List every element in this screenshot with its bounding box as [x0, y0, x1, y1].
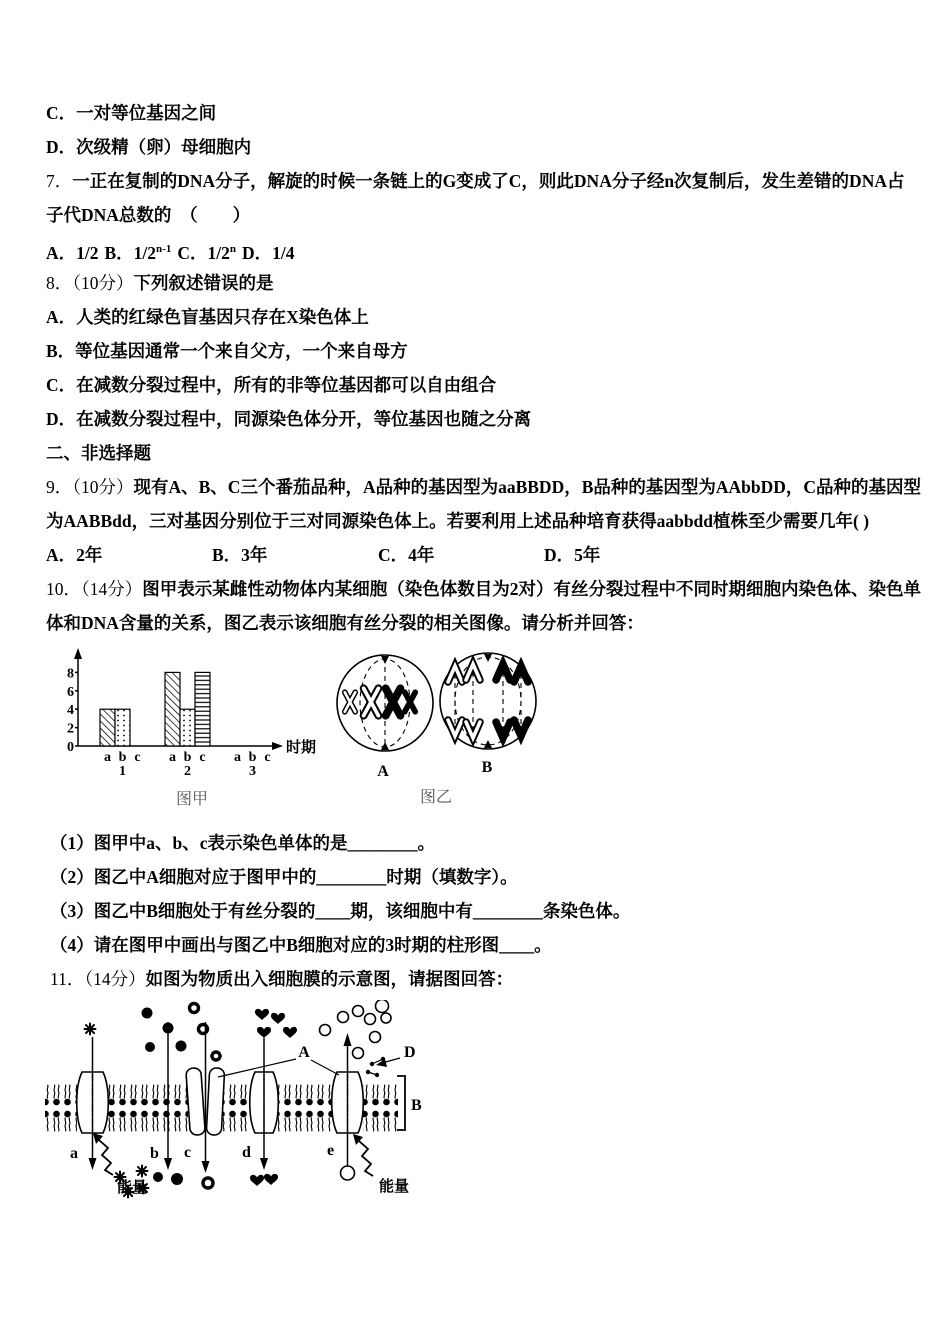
open-solute	[320, 1025, 331, 1036]
x-group-label: 2	[184, 764, 191, 779]
spindle-pole-bottom	[484, 740, 492, 748]
glyco-dot	[375, 1073, 379, 1077]
q6-option-d: D．次级精（卵）母细胞内	[46, 137, 252, 157]
arrow-down	[202, 1161, 210, 1173]
q10-number: 10．（14分）	[46, 579, 143, 599]
cell-b-anaphase	[440, 653, 536, 776]
open-solute	[353, 1006, 364, 1017]
q11-number: 11．（14分）	[50, 969, 146, 989]
energy-zigzag	[359, 1141, 373, 1176]
q7-option-d: D．1/4	[241, 242, 295, 263]
q8-option-a: A．人类的红绿色盲基因只存在X染色体上	[46, 307, 369, 327]
text-block-upper	[46, 96, 922, 640]
cell-a-label: A	[377, 763, 389, 780]
figure-membrane	[40, 1000, 470, 1220]
bar-period2-c	[195, 672, 210, 746]
chromosome-x-outline-small	[345, 692, 356, 712]
x-sublabel: a	[234, 750, 241, 765]
energy-label-right: 能量	[379, 1179, 410, 1195]
x-group-label: 1	[119, 764, 126, 779]
heart-solute	[264, 1174, 278, 1185]
x-sublabel: a	[104, 750, 111, 765]
figure-mitosis	[0, 640, 950, 826]
y-axis-arrow	[74, 648, 82, 659]
y-tick-label: 8	[67, 666, 74, 682]
x-sublabel: c	[199, 750, 206, 765]
black-solute	[176, 1041, 187, 1052]
x-sublabel: a	[169, 750, 176, 765]
chromosome-v-outline	[466, 722, 480, 738]
q8-number: 8．（10分）	[46, 273, 134, 293]
q9-stem-line1	[46, 470, 922, 504]
label-B: B	[411, 1097, 422, 1114]
x-sublabel: b	[183, 750, 192, 765]
heart-solute	[283, 1027, 297, 1038]
q7-option-c: C．1/2	[177, 242, 230, 263]
x-axis-label: 时期	[286, 740, 317, 756]
q7-stem-text: 一正在复制的DNA分子，解旋的时候一条链上的G变成了C，则此DNA分子经n次复制后，发生差错的DNA占	[72, 171, 905, 191]
q9-stem-text: 现有A、B、C三个番茄品种，A品种的基因型为aaBBDD，B品种的基因型为AAbbDD，C品种的基因型	[133, 477, 922, 497]
glyco-dot	[370, 1062, 374, 1066]
q10-sub1: （1）图甲中a、b、c表示染色单体的是________。	[50, 833, 435, 853]
x-sublabel: b	[118, 750, 127, 765]
q8-option-c: C．在减数分裂过程中，所有的非等位基因都可以自由组合	[46, 375, 497, 395]
q9-option-b: B．3年	[212, 545, 268, 565]
arrow-down	[164, 1158, 172, 1170]
open-solute	[365, 1014, 376, 1025]
chromosome-x-filled-large	[386, 688, 401, 715]
chart-figjia	[50, 643, 350, 785]
black-solute	[142, 1008, 153, 1019]
q10-stem-line1	[46, 572, 921, 606]
q10-sub4: （4）请在图甲中画出与图乙中B细胞对应的3时期的柱形图____。	[50, 935, 552, 955]
q7-option-b: B．1/2	[104, 242, 157, 263]
q6-option-c: C．一对等位基因之间	[46, 103, 217, 123]
label-a: a	[70, 1145, 78, 1162]
energy-zigzag	[99, 1140, 113, 1175]
glyco-dot	[381, 1057, 385, 1061]
text-block-lower	[50, 826, 910, 996]
chromosome-x-filled-small	[405, 692, 416, 712]
cells-figyi	[320, 645, 650, 785]
x-sublabel: c	[264, 750, 271, 765]
q9-option-a: A．2年	[46, 545, 103, 565]
q7-stem-line1	[46, 164, 910, 198]
open-solute	[341, 1166, 355, 1180]
heart-solute	[250, 1175, 264, 1186]
spindle-pole-bottom	[381, 742, 389, 750]
q7-stem-line2: 子代DNA总数的 （ ）	[46, 205, 251, 225]
x-axis-arrow	[272, 742, 283, 750]
bar-period2-b	[180, 709, 195, 746]
q9-stem-line2: 为AABBdd，三对基因分别位于三对同源染色体上。若要利用上述品种培育获得aabbdd植株至少需要几年( )	[46, 511, 870, 531]
chromosome-v-filled	[496, 664, 510, 680]
q10-sub2: （2）图乙中A细胞对应于图甲中的________时期（填数字）。	[50, 867, 518, 887]
pathway-labels	[70, 1142, 334, 1162]
cell-a-metaphase	[337, 655, 433, 780]
open-solute	[370, 1032, 381, 1043]
heart-solute	[257, 1027, 271, 1038]
bar-period2-a	[165, 672, 180, 746]
arrow-down	[260, 1158, 268, 1170]
open-solute	[376, 1000, 389, 1013]
q8-option-d: D．在减数分裂过程中，同源染色体分开，等位基因也随之分离	[46, 409, 532, 429]
x-group-label: 3	[249, 764, 256, 779]
y-tick-label: 2	[67, 721, 74, 737]
spindle-pole-top	[381, 656, 389, 664]
chart-yticks	[67, 666, 78, 755]
star-molecule	[85, 1024, 96, 1035]
chart-bars	[100, 672, 210, 746]
y-tick-label: 6	[67, 684, 74, 700]
q9-number: 9．（10分）	[46, 477, 134, 497]
ring-solute	[203, 1178, 213, 1188]
black-solute	[145, 1042, 155, 1052]
q9-option-d: D．5年	[544, 545, 601, 565]
callout-glyco-d	[366, 1044, 416, 1077]
q10-sub3: （3）图乙中B细胞处于有丝分裂的____期，该细胞中有________条染色体。	[50, 901, 631, 921]
glyco-dot	[366, 1070, 370, 1074]
label-b: b	[150, 1145, 159, 1162]
open-solute	[381, 1013, 391, 1023]
q7-option-a: A．1/2	[46, 242, 99, 263]
q7-option-c-exponent: n	[229, 243, 236, 255]
label-e: e	[327, 1142, 335, 1159]
section-heading: 二、非选择题	[46, 443, 151, 463]
open-solute	[353, 1048, 364, 1059]
black-solute	[171, 1173, 183, 1185]
bar-period1-b	[115, 709, 130, 746]
arrow-down	[89, 1158, 97, 1170]
q8-heading	[46, 266, 910, 300]
q7-option-b-exponent: n-1	[156, 243, 172, 255]
caption-figjia: 图甲	[175, 791, 208, 808]
q8-option-b: B．等位基因通常一个来自父方，一个来自母方	[46, 341, 408, 361]
chromosome-v-filled	[496, 722, 510, 738]
caption-figyi: 图乙	[419, 789, 452, 806]
spindle-pole-top	[484, 654, 492, 662]
heart-solute	[255, 1009, 269, 1020]
black-solute	[153, 1172, 163, 1182]
chromosome-v-outline	[448, 666, 462, 682]
callout-bilayer-b	[397, 1076, 422, 1130]
q7-options	[46, 232, 910, 266]
y-tick-label: 0	[67, 740, 74, 755]
q8-stem-text: 下列叙述错误的是	[133, 273, 274, 293]
x-sublabel: b	[248, 750, 257, 765]
ring-solute	[190, 1004, 199, 1013]
chromosome-v-outline	[466, 664, 480, 680]
label-D: D	[404, 1044, 416, 1061]
label-c: c	[184, 1144, 192, 1161]
x-sublabel: c	[134, 750, 141, 765]
callout-protein-a	[218, 1044, 339, 1077]
membrane-diagram	[40, 1000, 470, 1220]
chart-y-axis	[74, 648, 82, 746]
q10-stem-line2: 体和DNA含量的关系，图乙表示该细胞有丝分裂的相关图像。请分析并回答：	[46, 613, 644, 633]
y-tick-label: 4	[67, 703, 74, 719]
q10-stem-text: 图甲表示某雌性动物体内某细胞（染色体数目为2对）有丝分裂过程中不同时期细胞内染色体、染色单	[142, 579, 921, 599]
star-molecule	[137, 1166, 148, 1177]
q9-option-c: C．4年	[378, 545, 435, 565]
ring-solute	[212, 1052, 220, 1060]
arrow-up	[344, 1033, 352, 1046]
energy-label-left: 能量	[117, 1180, 148, 1196]
q7-number: 7．	[46, 171, 73, 191]
chromosome-v-filled	[514, 666, 528, 682]
open-solute	[338, 1012, 349, 1023]
label-A: A	[298, 1044, 310, 1061]
cell-b-label: B	[481, 759, 493, 776]
q11-stem-text: 如图为物质出入细胞膜的示意图，请据图回答：	[145, 969, 514, 989]
chromosome-x-outline-large	[364, 688, 379, 715]
bar-period1-a	[100, 709, 115, 746]
q9-options	[46, 538, 910, 572]
chart-xlabels	[104, 750, 271, 779]
label-d: d	[242, 1144, 251, 1161]
q11-heading	[50, 962, 910, 996]
heart-solute	[271, 1013, 285, 1024]
